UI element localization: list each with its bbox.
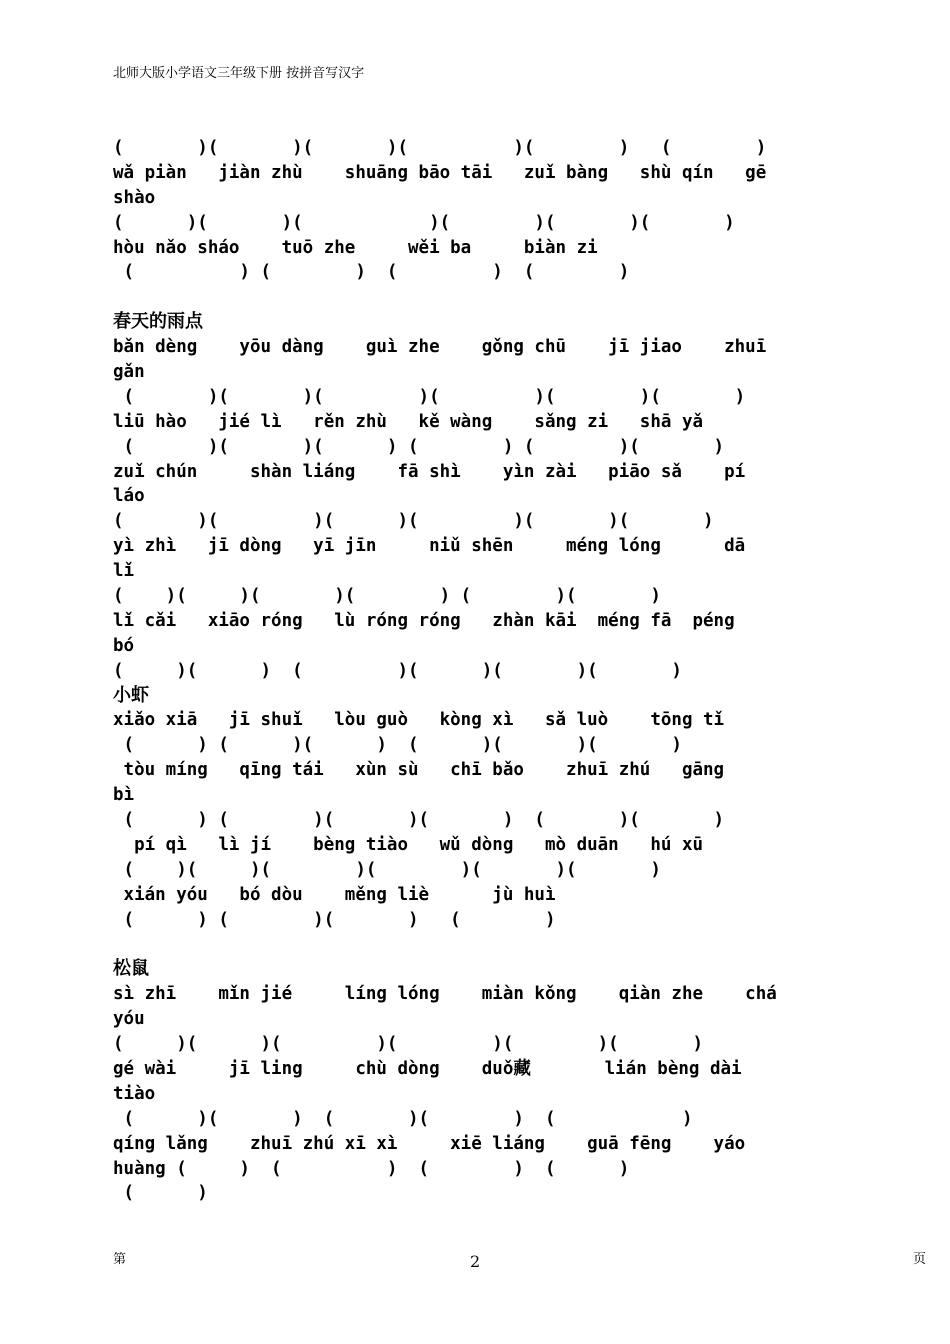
answer-blanks-line: ( )( ) ( )( ) ( ): [113, 1108, 693, 1129]
pinyin-line: tiào: [113, 1083, 156, 1104]
section-heading: 松鼠: [113, 958, 149, 980]
answer-blanks-line: ( ) ( ) ( ) ( ): [113, 262, 630, 283]
pinyin-line: zuǐ chún shàn liáng fā shì yìn zài piāo sǎ pí: [113, 461, 746, 482]
pinyin-line: xiǎo xiā jī shuǐ lòu guò kòng xì sǎ luò tōng tǐ: [113, 710, 725, 731]
pinyin-line: sì zhī mǐn jié líng lóng miàn kǒng qiàn zhe chá: [113, 984, 777, 1005]
pinyin-line: yóu: [113, 1009, 145, 1030]
answer-blanks-line: ( )( )( )( )( )( ): [113, 212, 735, 233]
pinyin-line: qíng lǎng zhuī zhú xī xì xiē liáng guā fēng yáo: [113, 1133, 746, 1154]
answer-blanks-line: ( ) ( )( ) ( ): [113, 909, 556, 930]
answer-blanks-line: ( ) ( )( )( ) ( )( ): [113, 810, 725, 831]
pinyin-line: xián yóu bó dòu měng liè jù huì: [113, 884, 556, 905]
blank-line: [113, 285, 838, 310]
pinyin-line: huàng ( ) ( ) ( ) ( ): [113, 1158, 630, 1179]
footer-right-text: 页: [913, 1252, 927, 1267]
pinyin-line: láo: [113, 486, 145, 507]
page-number: 2: [470, 1252, 481, 1271]
pinyin-line: bì: [113, 785, 135, 806]
pinyin-line: wǎ piàn jiàn zhù shuāng bāo tāi zuǐ bàng shù qín gē: [113, 162, 767, 183]
pinyin-line: bǎn dèng yōu dàng guì zhe gǒng chū jī jiao zhuī: [113, 337, 767, 358]
answer-blanks-line: ( )( )( ) ( ) ( )( ): [113, 436, 725, 457]
worksheet-body: [113, 136, 838, 1206]
answer-blanks-line: ( )( ) ( )( )( )( ): [113, 660, 682, 681]
answer-blanks-line: ( )( )( )( )( ) ( ): [113, 138, 767, 158]
answer-blanks-line: ( ): [113, 1183, 208, 1204]
answer-blanks-line: ( )( )( )( ) ( )( ): [113, 586, 661, 607]
answer-blanks-line: ( )( )( )( )( )( ): [113, 511, 714, 532]
pinyin-line: lǐ cǎi xiāo róng lù róng róng zhàn kāi méng fā péng: [113, 610, 735, 631]
pinyin-line: pí qì lì jí bèng tiào wǔ dòng mò duān hú xū: [113, 834, 704, 855]
blank-line: [113, 933, 838, 958]
pinyin-line: tòu míng qīng tái xùn sù chī bǎo zhuī zhú gāng: [113, 760, 725, 781]
pinyin-line: gé wài jī ling chù dòng duǒ藏 lián bèng dài: [113, 1058, 742, 1079]
pinyin-line: yì zhì jī dòng yī jīn niǔ shēn méng lóng dā: [113, 536, 746, 557]
answer-blanks-line: ( )( )( )( )( )( ): [113, 1034, 704, 1055]
pinyin-line: shào: [113, 187, 156, 208]
footer-left-text: 第: [113, 1252, 127, 1267]
section-heading: 小虾: [113, 684, 149, 706]
page-header: 北师大版小学语文三年级下册 按拼音写汉字: [113, 66, 365, 81]
answer-blanks-line: ( ) ( )( ) ( )( )( ): [113, 735, 682, 756]
section-heading: 春天的雨点: [113, 311, 203, 333]
pinyin-line: lǐ: [113, 561, 135, 582]
pinyin-line: liū hào jié lì rěn zhù kě wàng sǎng zi shā yǎ: [113, 411, 704, 432]
pinyin-line: bó: [113, 635, 135, 656]
pinyin-line: gǎn: [113, 362, 145, 383]
pinyin-line: hòu nǎo sháo tuō zhe wěi ba biàn zi: [113, 237, 598, 258]
answer-blanks-line: ( )( )( )( )( )( ): [113, 859, 661, 880]
answer-blanks-line: ( )( )( )( )( )( ): [113, 386, 746, 407]
